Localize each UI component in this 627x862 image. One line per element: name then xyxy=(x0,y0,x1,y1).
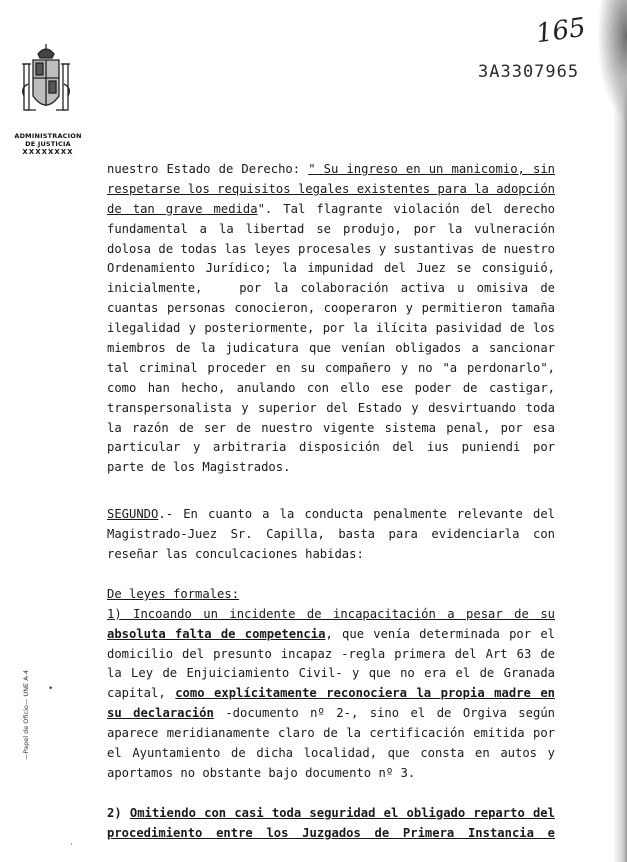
text-line xyxy=(107,399,555,419)
text-segment: su declaración xyxy=(107,706,214,721)
text-segment: absoluta falta de competencia xyxy=(107,626,326,641)
text-segment: particular y arbitraria disposición del ius puniendi por xyxy=(107,440,555,455)
text-segment: ilegalidad y posteriormente, por la ilícita pasividad de los xyxy=(107,321,555,336)
text-line xyxy=(107,220,555,240)
institution-line: DE JUSTICIA xyxy=(25,140,71,148)
text-segment: aparece meridianamente claro de la certificación emitida por xyxy=(107,726,555,741)
text-segment: capital, xyxy=(107,686,176,701)
text-segment: Ordenamiento Jurídico; la impunidad del Juez se consiguió, xyxy=(107,261,555,276)
text-line xyxy=(107,438,555,458)
text-segment: como han hecho, anulando con ello ese poder de castigar, xyxy=(107,380,555,395)
text-line xyxy=(107,605,555,625)
handwritten-folio: 165 xyxy=(534,12,588,50)
text-line xyxy=(107,240,555,260)
text-segment: 2) xyxy=(107,805,130,820)
text-line xyxy=(107,824,555,844)
text-line xyxy=(107,704,555,724)
scan-smudge xyxy=(597,0,627,120)
text-segment: -documento nº 2-, sino el de Orgiva según xyxy=(213,706,555,721)
text-line xyxy=(107,279,555,299)
text-segment: transpersonalista y superior del Estado y desvirtuando toda xyxy=(107,400,555,415)
paper-margin-label xyxy=(22,669,34,760)
text-line xyxy=(107,339,555,359)
text-line xyxy=(107,319,555,339)
paragraph-point-2 xyxy=(107,804,555,844)
text-line xyxy=(107,200,555,220)
text-line xyxy=(107,625,555,645)
institution-line: ADMINISTRACION xyxy=(14,132,82,140)
text-line xyxy=(107,180,555,200)
text-segment: miembros de la judicatura que venían obligados a sancionar xyxy=(107,341,555,356)
coat-of-arms-icon xyxy=(16,44,76,126)
text-line xyxy=(107,458,555,478)
text-segment: SEGUNDO xyxy=(107,507,159,522)
section-heading: De leyes formales: xyxy=(107,586,240,601)
text-segment: tal criminal proceder en su compañero y no "a perdonarlo", xyxy=(107,360,555,375)
text-line xyxy=(107,764,555,784)
margin-dot: · xyxy=(70,840,73,850)
paragraph-primero-cont xyxy=(107,160,555,478)
text-line xyxy=(107,664,555,684)
text-segment: 1) Incoando un incidente de incapacitación a pesar de su xyxy=(107,606,555,621)
text-segment: como explícitamente reconociera la propia madre en xyxy=(175,686,556,701)
document-code: 3A3307965 xyxy=(478,62,580,82)
text-segment: nuestro Estado de Derecho: xyxy=(107,162,309,176)
scan-edge-shadow xyxy=(613,0,627,862)
text-line xyxy=(107,724,555,744)
text-line xyxy=(107,505,555,525)
text-segment: domicilio del presunto incapaz -regla primera del Art 63 de xyxy=(107,646,555,661)
text-segment: procedimiento entre los Juzgados de Primera Instancia e xyxy=(107,825,555,840)
text-segment: " Su ingreso en un manicomio, sin xyxy=(308,162,555,176)
text-segment: parte de los Magistrados. xyxy=(107,460,291,475)
text-segment: aportamos no obstante bajo documento nº 3. xyxy=(107,765,416,780)
text-segment: dolosa de todas las leyes procesales y sustantivas de nuestro xyxy=(107,241,555,256)
text-segment: cuantas personas conocieron, cooperaron y permitieron tamaña xyxy=(107,301,555,316)
margin-dot: • xyxy=(48,684,54,694)
institution-line: XXXXXXXX xyxy=(22,148,74,156)
document-body xyxy=(107,160,555,844)
text-segment: reseñar las conculcaciones habidas: xyxy=(107,547,364,562)
text-line xyxy=(107,645,555,665)
text-line xyxy=(107,359,555,379)
text-line xyxy=(107,379,555,399)
text-line xyxy=(107,525,555,545)
text-line xyxy=(107,744,555,764)
institution-header xyxy=(10,132,86,156)
text-segment: la Ley de Enjuiciamiento Civil- y que no era el de Granada xyxy=(107,666,555,681)
text-segment: inicialmente, por la colaboración activa u omisiva de xyxy=(107,281,555,296)
text-line xyxy=(107,545,555,565)
text-segment: el Ayuntamiento de dicha localidad, que consta en autos y xyxy=(107,746,555,761)
text-segment: respetarse los requisitos legales existentes para la adopción xyxy=(107,181,555,196)
text-segment: ". Tal flagrante violación del derecho xyxy=(257,201,555,216)
text-segment: fundamental a la libertad se produjo, por la vulneración xyxy=(107,221,555,236)
text-segment: , que venía determinada por el xyxy=(325,626,556,641)
text-segment: Omitiendo con casi toda seguridad el obligado reparto del xyxy=(129,805,555,820)
text-line xyxy=(107,160,555,180)
text-line xyxy=(107,684,555,704)
paragraph-segundo xyxy=(107,505,555,565)
paragraph-point-1 xyxy=(107,605,555,784)
text-segment: Magistrado-Juez Sr. Capilla, basta para evidenciarla con xyxy=(107,527,555,542)
text-segment: la razón de ser de nuestro vigente sistema penal, por esa xyxy=(107,420,555,435)
text-line xyxy=(107,804,555,824)
text-line xyxy=(107,259,555,279)
text-line xyxy=(107,419,555,439)
text-line xyxy=(107,299,555,319)
paper-type-label: —Papel de Oficio— UNE A-4 xyxy=(22,669,30,760)
text-segment: de tan grave medida xyxy=(107,201,258,216)
text-segment: .- En cuanto a la conducta penalmente relevante del xyxy=(158,507,555,522)
